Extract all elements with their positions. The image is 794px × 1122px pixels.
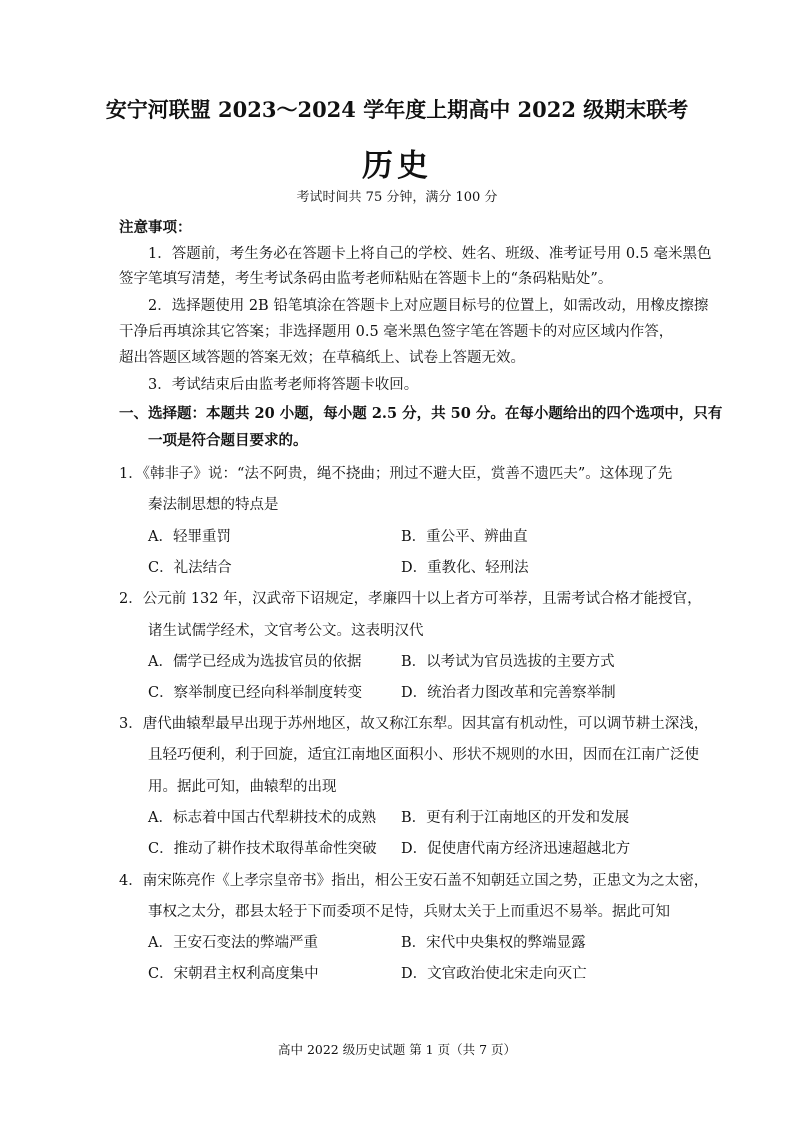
question-2-option-d: D．统治者力图改革和完善察举制 — [401, 685, 616, 701]
notes-heading: 注意事项： — [119, 219, 192, 236]
section-heading-cont: 一项是符合题目要求的。 — [148, 432, 308, 449]
question-4-option-a: A．王安石变法的弊端严重 — [148, 935, 318, 951]
note-line: 超出答题区域答题的答案无效；在草稿纸上、试卷上答题无效。 — [119, 350, 525, 366]
question-3-stem: 3．唐代曲辕犁最早出现于苏州地区，故又称江东犁。因其富有机动性，可以调节耕土深浅， — [119, 716, 709, 732]
question-4-option-c: C．宋朝君主权利高度集中 — [148, 966, 319, 982]
question-1-stem: 1．《韩非子》说：“法不阿贵，绳不挠曲；刑过不避大臣，赏善不遗匹夫”。这体现了先 — [119, 466, 673, 482]
question-3-stem-cont: 且轻巧便利，利于回旋，适宜江南地区面积小、形状不规则的水田，因而在江南广泛使 — [148, 747, 699, 763]
question-2-stem-cont: 诸生试儒学经术，文官考公文。这表明汉代 — [148, 623, 424, 639]
question-4-stem: 4．南宋陈亮作《上孝宗皇帝书》指出，相公王安石盖不知朝廷立国之势，正患文为之太密， — [119, 873, 709, 889]
question-3-option-a: A．标志着中国古代犁耕技术的成熟 — [148, 810, 376, 826]
note-line: 1．答题前，考生务必在答题卡上将自己的学校、姓名、班级、准考证号用 0.5 毫米黑色 — [148, 246, 712, 262]
note-line: 3．考试结束后由监考老师将答题卡收回。 — [148, 377, 419, 393]
page-footer: 高中 2022 级历史试题 第 1 页（共 7 页） — [277, 1042, 517, 1057]
question-2-option-c: C．察举制度已经向科举制度转变 — [148, 685, 363, 701]
question-4-option-b: B．宋代中央集权的弊端显露 — [401, 935, 586, 951]
question-2-option-a: A．儒学已经成为选拔官员的依据 — [148, 654, 362, 670]
question-1-option-a: A．轻罪重罚 — [148, 529, 231, 545]
question-3-option-c: C．推动了耕作技术取得革命性突破 — [148, 841, 377, 857]
question-3-option-b: B．更有利于江南地区的开发和发展 — [401, 810, 630, 826]
exam-title: 安宁河联盟 2023～2024 学年度上期高中 2022 级期末联考 — [105, 97, 689, 122]
question-1-option-b: B．重公平、辨曲直 — [401, 529, 528, 545]
question-2-stem: 2．公元前 132 年，汉武帝下诏规定，孝廉四十以上者方可举荐，且需考试合格才能授官， — [119, 591, 702, 607]
question-3-option-d: D．促使唐代南方经济迅速超越北方 — [401, 841, 631, 857]
question-1-stem-cont: 秦法制思想的特点是 — [148, 497, 279, 513]
note-line: 2．选择题使用 2B 铅笔填涂在答题卡上对应题目标号的位置上，如需改动，用橡皮擦擦 — [148, 298, 709, 314]
subject-title: 历史 — [362, 148, 432, 184]
note-line: 干净后再填涂其它答案；非选择题用 0.5 毫米黑色签字笔在答题卡的对应区域内作答， — [119, 324, 674, 340]
exam-info: 考试时间共 75 分钟，满分 100 分 — [296, 190, 498, 205]
section-heading: 一、选择题：本题共 20 小题，每小题 2.5 分，共 50 分。在每小题给出的四个选项中，只有 — [119, 405, 723, 422]
question-4-stem-cont: 事权之太分，郡县太轻于下而委项不足恃，兵财太关于上而重迟不易举。据此可知 — [148, 904, 670, 920]
question-4-option-d: D．文官政治使北宋走向灭亡 — [401, 966, 587, 982]
question-3-stem-cont: 用。据此可知，曲辕犁的出现 — [148, 779, 337, 795]
question-2-option-b: B．以考试为官员选拔的主要方式 — [401, 654, 615, 670]
question-1-option-c: C．礼法结合 — [148, 560, 232, 576]
note-line: 签字笔填写清楚，考生考试条码由监考老师粘贴在答题卡上的“条码粘贴处”。 — [119, 271, 613, 287]
question-1-option-d: D．重教化、轻刑法 — [401, 560, 529, 576]
